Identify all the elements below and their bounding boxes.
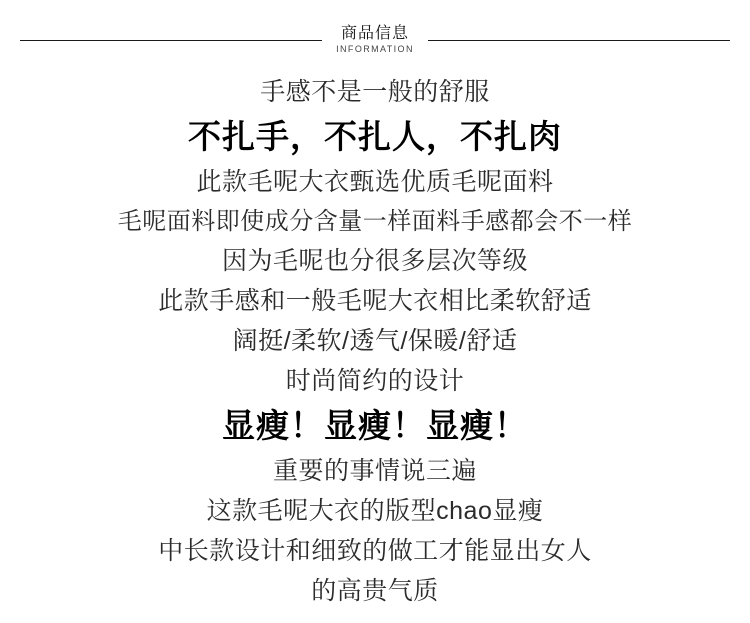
- description-line: 手感不是一般的舒服: [260, 78, 490, 106]
- description-block: [0, 72, 750, 611]
- description-line: 的高贵气质: [311, 577, 439, 605]
- page-title: 商品信息: [340, 25, 409, 42]
- description-line: 这款毛呢大衣的版型chao显瘦: [206, 497, 544, 525]
- description-line: 因为毛呢也分很多层次等级: [221, 247, 528, 275]
- description-line: 中长款设计和细致的做工才能显出女人: [158, 537, 592, 565]
- page-subtitle: INFORMATION: [336, 44, 414, 54]
- section-header: [0, 0, 750, 54]
- header-rule-right: [428, 40, 730, 41]
- description-line: 阔挺/柔软/透气/保暖/舒适: [232, 327, 518, 355]
- description-line: 时尚简约的设计: [285, 367, 465, 395]
- description-line: 显瘦！显瘦！显瘦！: [222, 407, 528, 444]
- description-line: 重要的事情说三遍: [272, 457, 477, 485]
- header-title-group: [322, 26, 428, 54]
- description-line: 此款手感和一般毛呢大衣相比柔软舒适: [158, 287, 592, 315]
- header-rule-left: [20, 40, 322, 41]
- description-line: 此款毛呢大衣甄选优质毛呢面料: [196, 168, 554, 196]
- description-line: 不扎手，不扎人，不扎肉: [188, 118, 562, 155]
- description-line: 毛呢面料即使成分含量一样面料手感都会不一样: [117, 208, 633, 235]
